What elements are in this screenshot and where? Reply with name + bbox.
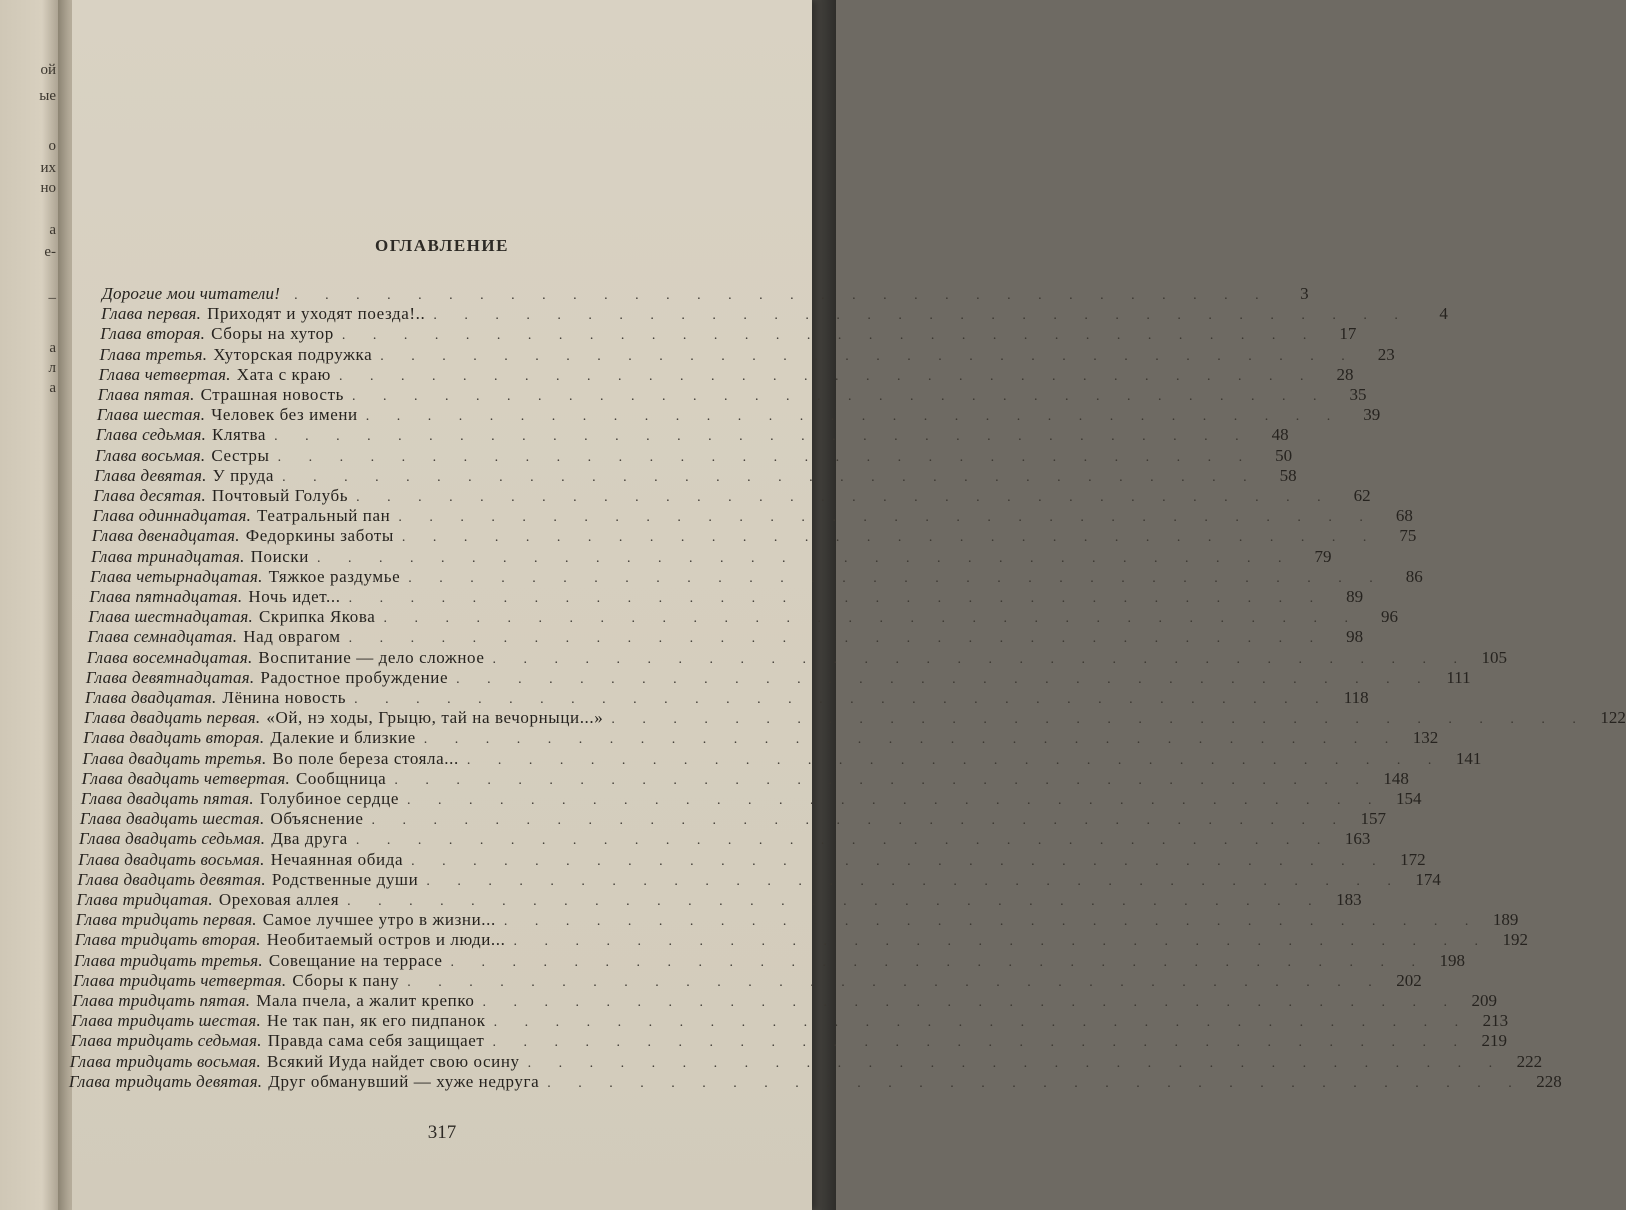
toc-chapter-label: Глава седьмая. xyxy=(96,425,207,445)
toc-page-number: 172 xyxy=(1400,849,1426,869)
toc-chapter-label: Глава тридцать четвертая. xyxy=(73,970,287,990)
toc-dot-leader: . . . . . . . . . . . . . . . . . . . . . . . . . . . . . . . . xyxy=(274,429,1251,445)
toc-page-number: 163 xyxy=(1344,829,1371,849)
toc-entry xyxy=(101,304,1448,326)
toc-dot-leader: . . . . . . . . . . . . . . . . . . . . . . . . . . . . . . . . xyxy=(503,914,1481,930)
toc-chapter-label: Глава тридцать третья. xyxy=(73,950,263,970)
toc-dot-leader: . . . . . . . . . . . . . . . . . . . . . . . . . . . . . . . . xyxy=(341,328,1319,344)
toc-chapter-title: Нечаянная обида xyxy=(270,849,404,869)
toc-chapter-label: Глава четырнадцатая. xyxy=(90,566,263,586)
toc-dot-leader: . . . . . . . . . . . . . . . . . . . . . . . . . . . . . . . . xyxy=(348,591,1326,606)
toc-page-number: 3 xyxy=(1300,284,1309,303)
toc-chapter-label: Глава девятнадцатая. xyxy=(85,667,255,687)
toc-dot-leader: . . . . . . . . . . . . . . . . . . . . . . . . . . . . . . . . xyxy=(371,813,1349,829)
toc-entry xyxy=(77,869,1441,892)
toc-chapter-title: Клятва xyxy=(212,425,267,445)
toc-chapter-label: Глава тридцать первая. xyxy=(75,910,257,930)
toc-chapter-label: Глава восемнадцатая. xyxy=(86,647,253,667)
toc-chapter-title: Тяжкое раздумье xyxy=(268,566,401,586)
toc-dot-leader: . . . . . . . . . . . . . . . . . . . . . . . . . . . . . . . . xyxy=(407,974,1384,990)
toc-dot-leader: . . . . . . . . . . . . . . . . . . . . . . . . . . . . . . . . xyxy=(411,853,1388,869)
toc-chapter-label: Глава двадцать девятая. xyxy=(77,869,266,889)
toc-entry xyxy=(79,829,1371,851)
toc-page-number: 228 xyxy=(1536,1071,1562,1091)
toc-entry xyxy=(76,890,1362,912)
toc-dot-leader: . . . . . . . . . . . . . . . . . . . . . . . . . . . . . . . . xyxy=(394,772,1371,788)
toc-entry xyxy=(70,1031,1507,1053)
previous-page-text-fragment: их xyxy=(40,160,56,176)
toc-dot-leader: . . . . . . . . . . . . . . . . . . . . . . . . . . . . . . . . xyxy=(355,833,1333,849)
toc-entry xyxy=(90,546,1332,569)
toc-chapter-label: Глава тридцать восьмая. xyxy=(69,1051,261,1071)
toc-chapter-label: Глава одиннадцатая. xyxy=(92,506,252,526)
toc-page-number: 148 xyxy=(1383,768,1409,788)
toc-page-number: 122 xyxy=(1600,708,1626,728)
toc-chapter-label: Глава тридцать девятая. xyxy=(68,1071,263,1091)
toc-entry xyxy=(78,849,1426,872)
toc-page-number: 213 xyxy=(1482,1011,1509,1031)
toc-page-number: 4 xyxy=(1439,304,1448,324)
toc-entry xyxy=(81,768,1409,791)
toc-dot-leader: . . . . . . . . . . . . . . . . . . . . . . . . . . . . . . . . xyxy=(401,530,1379,546)
toc-chapter-title: Хата с краю xyxy=(236,364,331,384)
toc-chapter-label: Глава двадцать шестая. xyxy=(79,809,265,829)
toc-entry xyxy=(82,748,1482,771)
toc-chapter-label: Глава двадцать пятая. xyxy=(80,789,254,808)
toc-chapter-label: Глава восьмая. xyxy=(95,445,206,465)
toc-dot-leader: . . . . . . . . . . . . . . . . . . . . . . . . . . . . . . . . xyxy=(513,934,1490,950)
previous-page-text-fragment: ой xyxy=(40,62,56,78)
toc-chapter-label: Глава десятая. xyxy=(93,486,206,505)
toc-entry xyxy=(95,445,1293,468)
toc-dot-leader: . . . . . . . . . . . . . . . . . . . . . . . . . . . . . . . . xyxy=(398,510,1375,526)
toc-entry xyxy=(94,465,1297,488)
toc-chapter-label: Глава тридцатая. xyxy=(76,890,213,909)
toc-chapter-title: Сборы к пану xyxy=(292,970,400,990)
toc-chapter-title: У пруда xyxy=(212,465,275,485)
toc-chapter-label: Дорогие мои читатели! xyxy=(102,284,281,303)
toc-chapter-label: Глава пятая. xyxy=(97,385,195,404)
toc-chapter-label: Глава третья. xyxy=(99,344,208,364)
toc-chapter-label: Глава тринадцатая. xyxy=(90,546,245,566)
toc-page-number: 222 xyxy=(1516,1051,1543,1071)
toc-page-number: 157 xyxy=(1360,809,1387,829)
toc-entry xyxy=(74,930,1528,952)
toc-entry xyxy=(80,789,1422,811)
toc-chapter-title: Друг обманувший — хуже недруга xyxy=(268,1071,540,1091)
toc-page-number: 105 xyxy=(1481,647,1507,667)
toc-dot-leader: . . . . . . . . . . . . . . . . . . . . . . . . . . . . . . . . xyxy=(277,449,1255,465)
toc-dot-leader: . . . . . . . . . . . . . . . . . . . . . . . . . . . . . . . . xyxy=(466,752,1444,768)
toc-chapter-title: Поиски xyxy=(250,546,309,566)
toc-page-number: 50 xyxy=(1275,445,1293,465)
toc-chapter-title: Самое лучшее утро в жизни... xyxy=(262,910,496,930)
toc-page-number: 48 xyxy=(1271,425,1289,445)
toc-chapter-title: Сестры xyxy=(211,445,270,465)
toc-dot-leader: . . . . . . . . . . . . . . . . . . . . . . . . . . . . . . . . xyxy=(380,348,1357,364)
toc-chapter-label: Глава первая. xyxy=(101,304,202,324)
toc-page-number: 17 xyxy=(1339,324,1357,344)
toc-entry xyxy=(84,708,1626,730)
toc-chapter-title: Совещание на террасе xyxy=(268,950,443,970)
toc-dot-leader: . . . . . . . . . . . . . . . . . . . . . . . . . . . . . . . . xyxy=(347,894,1324,909)
toc-dot-leader: . . . . . . . . . . . . . . . . . . . . . . . . . . . . . . . . xyxy=(354,692,1331,707)
toc-chapter-title: Человек без имени xyxy=(211,405,358,425)
toc-page-number: 132 xyxy=(1412,728,1439,748)
toc-chapter-title: Объяснение xyxy=(270,809,364,829)
toc-page-number: 23 xyxy=(1377,344,1395,364)
toc-chapter-label: Глава двадцать седьмая. xyxy=(79,829,266,849)
previous-page-text-fragment: о xyxy=(48,138,56,154)
toc-dot-leader: . . . . . . . . . . . . . . . . . . . . . . . . . . . . . . . . xyxy=(611,712,1588,728)
toc-entry xyxy=(98,364,1354,387)
toc-chapter-label: Глава тридцать шестая. xyxy=(71,1011,261,1031)
toc-page-number: 154 xyxy=(1396,789,1422,808)
toc-entry xyxy=(96,425,1289,447)
toc-entry xyxy=(73,970,1422,993)
toc-page-number: 209 xyxy=(1471,991,1497,1010)
toc-chapter-title: Необитаемый остров и люди... xyxy=(266,930,506,950)
toc-dot-leader: . . . . . . . . . . . . . . . . . . . . . . . . . . . . . . . . xyxy=(450,954,1428,970)
toc-dot-leader: . . . . . . . . . . . . . . . . . . . . . . . . . . . . . . . . xyxy=(365,409,1343,425)
toc-chapter-label: Глава двадцать четвертая. xyxy=(81,768,290,788)
toc-chapter-title: Лёнина новость xyxy=(222,688,347,707)
toc-entry xyxy=(85,667,1471,690)
toc-page-number: 174 xyxy=(1415,869,1441,889)
toc-page-number: 111 xyxy=(1446,667,1471,687)
toc-entry xyxy=(90,566,1423,589)
toc-chapter-label: Глава четвертая. xyxy=(98,364,231,384)
table-of-contents xyxy=(68,284,1626,1091)
toc-chapter-title: Сообщница xyxy=(295,768,387,788)
toc-chapter-title: Приходят и уходят поезда!.. xyxy=(207,304,426,324)
toc-entry xyxy=(73,950,1466,973)
toc-entry xyxy=(99,344,1395,367)
toc-dot-leader: . . . . . . . . . . . . . . . . . . . . . . . . . . . . . . . . xyxy=(482,995,1459,1010)
toc-dot-leader: . . . . . . . . . . . . . . . . . . . . . . . . . . . . . . . . xyxy=(433,308,1410,324)
toc-chapter-label: Глава двадцать восьмая. xyxy=(78,849,265,869)
toc-page-number: 75 xyxy=(1399,526,1417,546)
toc-chapter-title: Во поле береза стояла... xyxy=(272,748,459,768)
previous-page-text-fragment: а xyxy=(49,380,56,396)
toc-chapter-title: Не так пан, як его пидпанок xyxy=(266,1011,486,1031)
toc-page-number: 62 xyxy=(1353,486,1371,505)
toc-entry xyxy=(91,526,1417,548)
toc-chapter-title: Над оврагом xyxy=(243,627,341,647)
toc-page-number: 202 xyxy=(1396,970,1422,990)
toc-entry xyxy=(68,1071,1562,1094)
toc-dot-leader: . . . . . . . . . . . . . . . . . . . . . . . . . . . . . . . . xyxy=(426,873,1403,889)
page-number: 317 xyxy=(427,1122,457,1143)
toc-dot-leader: . . . . . . . . . . . . . . . . . . . . . . . . . . . . . . . . xyxy=(348,631,1326,647)
toc-chapter-title: Федоркины заботы xyxy=(245,526,394,546)
toc-page-number: 189 xyxy=(1492,910,1519,930)
toc-page-number: 89 xyxy=(1346,587,1364,606)
toc-chapter-title: Театральный пан xyxy=(257,506,391,526)
toc-entry xyxy=(88,607,1398,629)
toc-page-number: 35 xyxy=(1349,385,1367,404)
toc-page-number: 68 xyxy=(1395,506,1413,526)
toc-dot-leader: . . . . . . . . . . . . . . . . . . . . . . . . . . . . . . . . xyxy=(338,368,1316,384)
toc-dot-leader: . . . . . . . . . . . . . . . . . . . . . . . . . . . . . . . . xyxy=(408,570,1385,586)
toc-page-number: 183 xyxy=(1336,890,1362,909)
previous-page-text-fragment: а xyxy=(49,222,56,238)
toc-page-number: 219 xyxy=(1481,1031,1507,1051)
toc-entry xyxy=(102,284,1309,306)
toc-chapter-label: Глава тридцать седьмая. xyxy=(70,1031,262,1051)
previous-page-text-fragment: е- xyxy=(44,244,56,260)
toc-chapter-title: Правда сама себя защищает xyxy=(267,1031,485,1051)
toc-entry xyxy=(83,728,1439,750)
previous-page-text-fragment: – xyxy=(48,290,56,306)
page-title: ОГЛАВЛЕНИЕ xyxy=(375,236,509,255)
toc-entry xyxy=(89,587,1364,609)
toc-dot-leader: . . . . . . . . . . . . . . . . . . . . . . . . . . . . . . . . xyxy=(423,732,1401,748)
toc-chapter-label: Глава двадцать первая. xyxy=(84,708,261,728)
toc-dot-leader: . . . . . . . . . . . . . . . . . . . . . . . . . . . . . . . . xyxy=(492,1035,1469,1051)
toc-chapter-title: Ночь идет... xyxy=(248,587,341,606)
toc-chapter-title: Всякий Иуда найдет свою осину xyxy=(267,1051,520,1071)
toc-chapter-title: Ореховая аллея xyxy=(218,890,340,909)
toc-page-number: 79 xyxy=(1314,546,1332,566)
toc-chapter-title: Мала пчела, а жалит крепко xyxy=(256,991,475,1010)
toc-dot-leader: . . . . . . . . . . . . . . . . . . . . . . . . . . . . . . . . xyxy=(527,1055,1505,1071)
toc-chapter-title: Родственные души xyxy=(271,869,419,889)
toc-dot-leader: . . . . . . . . . . . . . . . . . . . . . . . . . . . . . . . . xyxy=(294,288,1271,303)
toc-dot-leader: . . . . . . . . . . . . . . . . . . . . . . . . . . . . . . . . xyxy=(383,611,1360,627)
toc-chapter-title: Далекие и близкие xyxy=(270,728,416,748)
toc-entry xyxy=(96,405,1381,427)
toc-entry xyxy=(85,688,1369,710)
toc-chapter-label: Глава двадцать третья. xyxy=(82,748,267,768)
toc-entry xyxy=(71,1011,1509,1033)
toc-entry xyxy=(79,809,1387,831)
toc-entry xyxy=(92,506,1413,528)
toc-dot-leader: . . . . . . . . . . . . . . . . . . . . . . . . . . . . . . . . xyxy=(493,1015,1471,1031)
toc-dot-leader: . . . . . . . . . . . . . . . . . . . . . . . . . . . . . . . . xyxy=(492,651,1469,667)
toc-chapter-label: Глава двадцатая. xyxy=(85,688,217,707)
toc-chapter-label: Глава девятая. xyxy=(94,465,207,485)
toc-entry xyxy=(72,991,1497,1013)
previous-page-edge xyxy=(0,0,60,1210)
toc-chapter-title: Голубиное сердце xyxy=(259,789,400,808)
toc-entry xyxy=(86,647,1507,670)
toc-entry xyxy=(75,910,1519,932)
toc-chapter-label: Глава шестнадцатая. xyxy=(88,607,253,627)
toc-page-number: 141 xyxy=(1455,748,1482,768)
toc-page-number: 86 xyxy=(1405,566,1423,586)
toc-chapter-title: Почтовый Голубь xyxy=(211,486,349,505)
toc-dot-leader: . . . . . . . . . . . . . . . . . . . . . . . . . . . . . . . . xyxy=(547,1075,1524,1091)
toc-page-number: 192 xyxy=(1502,930,1528,950)
toc-chapter-label: Глава семнадцатая. xyxy=(87,627,238,647)
toc-chapter-title: Сборы на хутор xyxy=(211,324,334,344)
toc-chapter-title: «Ой, нэ ходы, Грыцю, тай на вечорныци...» xyxy=(266,708,604,728)
toc-dot-leader: . . . . . . . . . . . . . . . . . . . . . . . . . . . . . . . . xyxy=(456,671,1433,687)
toc-chapter-label: Глава вторая. xyxy=(100,324,206,344)
toc-entry xyxy=(93,486,1371,508)
toc-chapter-title: Хуторская подружка xyxy=(213,344,373,364)
toc-page-number: 58 xyxy=(1279,465,1297,485)
previous-page-text-fragment: ые xyxy=(39,88,56,104)
toc-page-number: 98 xyxy=(1346,627,1364,647)
toc-chapter-label: Глава двадцать вторая. xyxy=(83,728,265,748)
toc-chapter-title: Два друга xyxy=(271,829,348,849)
toc-chapter-label: Глава тридцать пятая. xyxy=(72,991,251,1010)
toc-chapter-title: Скрипка Якова xyxy=(258,607,376,627)
toc-chapter-title: Радостное пробуждение xyxy=(260,667,449,687)
toc-page-number: 28 xyxy=(1336,364,1354,384)
toc-entry xyxy=(97,385,1367,407)
toc-page-number: 39 xyxy=(1363,405,1381,425)
previous-page-text-fragment: л xyxy=(48,360,56,376)
toc-chapter-label: Глава пятнадцатая. xyxy=(89,587,243,606)
toc-chapter-title: Воспитание — дело сложное xyxy=(258,647,485,667)
toc-entry xyxy=(87,627,1364,649)
toc-chapter-label: Глава двенадцатая. xyxy=(91,526,240,546)
toc-dot-leader: . . . . . . . . . . . . . . . . . . . . . . . . . . . . . . . . xyxy=(407,793,1384,808)
toc-chapter-title: Страшная новость xyxy=(200,385,344,404)
toc-dot-leader: . . . . . . . . . . . . . . . . . . . . . . . . . . . . . . . . xyxy=(282,469,1259,485)
toc-entry xyxy=(69,1051,1543,1074)
toc-page-number: 96 xyxy=(1380,607,1398,627)
previous-page-text-fragment: а xyxy=(49,340,56,356)
toc-dot-leader: . . . . . . . . . . . . . . . . . . . . . . . . . . . . . . . . xyxy=(356,490,1333,505)
toc-chapter-label: Глава шестая. xyxy=(96,405,206,425)
previous-page-text-fragment: но xyxy=(40,180,56,196)
toc-entry xyxy=(100,324,1357,346)
book-page xyxy=(68,0,1626,1210)
toc-chapter-label: Глава тридцать вторая. xyxy=(74,930,261,950)
toc-dot-leader: . . . . . . . . . . . . . . . . . . . . . . . . . . . . . . . . xyxy=(351,389,1329,404)
toc-dot-leader: . . . . . . . . . . . . . . . . . . . . . . . . . . . . . . . . xyxy=(316,550,1294,566)
toc-page-number: 198 xyxy=(1439,950,1466,970)
toc-page-number: 118 xyxy=(1343,688,1369,707)
